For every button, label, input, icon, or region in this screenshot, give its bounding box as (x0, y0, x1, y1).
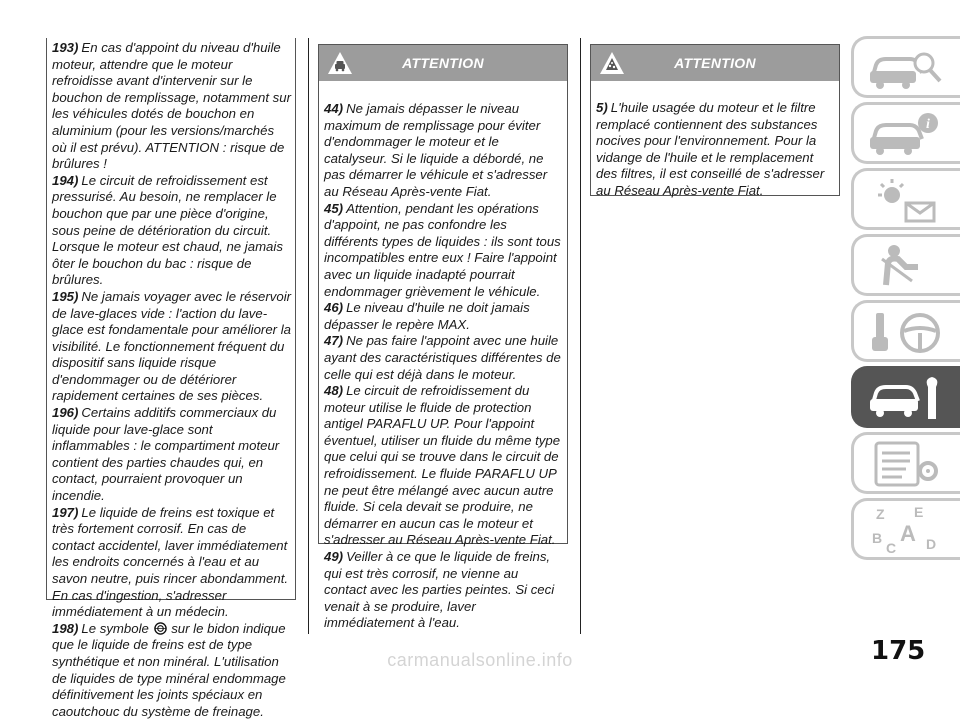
warning-item-44: 44) Ne jamais dépasser le niveau maximum de remplissage pour éviter d'endommager le moteur et le catalyseur. Si le liquide a débordé, ne pas démarrer le véhicule et s'adresser au Réseau Après-vente Fiat. (324, 101, 548, 199)
car-maintenance-icon (866, 373, 948, 423)
warning-item-45: 45) Attention, pendant les opérations d'appoint, ne pas confondre les différents types de liquides : ils sont tous incompatibles entre eux ! Faire l'appoint avec un liquide inadapté pourrait endommager grièvement le véhicule. (324, 200, 561, 299)
svg-text:Z: Z (876, 506, 885, 522)
svg-text:i: i (926, 117, 930, 132)
warning-title: ATTENTION (402, 55, 484, 71)
text-column-1 (46, 38, 296, 719)
warning-lights-icon (866, 175, 948, 225)
warning-box-1 (318, 44, 568, 631)
column-divider-1 (308, 38, 309, 634)
svg-text:E: E (914, 505, 924, 520)
car-search-icon (866, 43, 948, 93)
watermark: carmanualsonline.info (387, 650, 573, 670)
warning-item-5: 5) L'huile usagée du moteur et le filtre remplacé contiennent des substances nocives pour l'environnement. Pour la vidange de l'huile et le remplacement des filtres, il est conseillé de s'adresser au Réseau Après-vente Fiat. (596, 100, 825, 198)
warning-item-47: 47) Ne pas faire l'appoint avec une huile ayant des caractéristiques différentes de celle qui est déjà dans le moteur. (324, 333, 561, 382)
paragraph-197: 197) Le liquide de freins est toxique et très fortement corrosif. En cas de contact accidentel, laver immédiatement les endroits concernés à l'eau et au savon neutre, puis rincer abondamment. En cas d'ingestion, s'adresser immédiatement à un médecin. (52, 504, 289, 620)
tab-index[interactable] (851, 498, 960, 560)
key-steering-wheel-icon (866, 307, 948, 357)
tab-starting-driving[interactable] (851, 234, 960, 296)
warning-item-46: 46) Le niveau d'huile ne doit jamais dépasser le repère MAX. (324, 300, 530, 332)
tab-knowing-your-car[interactable] (851, 36, 960, 98)
alphabet-index-icon (866, 505, 948, 555)
svg-text:D: D (926, 536, 937, 552)
svg-text:C: C (886, 540, 897, 555)
column-divider-2 (580, 38, 581, 634)
tab-in-emergency[interactable] (851, 300, 960, 362)
paragraph-193: 193) En cas d'appoint du niveau d'huile moteur, attendre que le moteur refroidisse avant d'intervenir sur le bouchon de remplissage, notamment sur les véhicules dotés de bouchon en aluminium (pour les versions/marchés où il est prévu). ATTENTION : risque de brûlures ! (52, 40, 291, 172)
warning-item-48: 48) Le circuit de refroidissement du moteur utilise le fluide de protection antigel PARAFLU UP. Pour l'appoint éventuel, utiliser un fluide du même type que celui qui se trouve dans le circuit de refroidissement. Le fluide PARAFLU UP ne peut être mélangé avec aucun autre fluide. Si cela devait se produire, ne démarrer en aucun cas le moteur et s'adresser au Réseau Après-vente Fiat. (324, 383, 561, 548)
warning-header (319, 45, 567, 81)
tab-safety[interactable] (851, 102, 960, 164)
svg-text:A: A (900, 521, 916, 546)
car-info-icon (866, 109, 948, 159)
paragraph-194: 194) Le circuit de refroidissement est pressurisé. Au besoin, ne remplacer le bouchon que par une pièce d'origine, sous peine de détérioration du circuit. Lorsque le moteur est chaud, ne jamais ôter le bouchon du bac : risque de brûlures. (52, 172, 283, 288)
warning-item-49: 49) Veiller à ce que le liquide de freins, qui est très corrosif, ne vienne au contact avec les parties peintes. Si ceci venait à se produire, laver immédiatement à l'eau. (324, 549, 555, 631)
settings-list-icon (866, 439, 948, 489)
page-number: 175 (871, 636, 926, 666)
tab-maintenance-care[interactable] (851, 366, 960, 428)
svg-text:B: B (872, 530, 883, 546)
warning-box-2 (590, 44, 840, 196)
tab-technical-data[interactable] (851, 432, 960, 494)
warning-title: ATTENTION (674, 55, 756, 71)
paragraph-198: 198) Le symbole sur le bidon indique que le liquide de freins est de type synthétique et non minéral. L'utilisation de liquides de type minéral endommage définitivement les joints spéciaux en caoutchouc du système de freinage. (52, 620, 286, 719)
tab-warning-lights[interactable] (851, 168, 960, 230)
warning-header (591, 45, 839, 81)
paragraph-196: 196) Certains additifs commerciaux du liquide pour lave-glace sont inflammables : le compartiment moteur contient des parties chaudes qui, en contact, pourraient provoquer un incendie. (52, 405, 280, 504)
brake-fluid-symbol-icon (154, 622, 167, 635)
paragraph-195: 195) Ne jamais voyager avec le réservoir de lave-glaces vide : l'action du lave-glace est fondamentale pour améliorer la visibilité. Le fonctionnement fréquent du dispositif sans liquide risque d'endommager ou de détériorer rapidement certaines de ses pièces. (52, 288, 292, 404)
airbag-seat-icon (866, 241, 948, 291)
